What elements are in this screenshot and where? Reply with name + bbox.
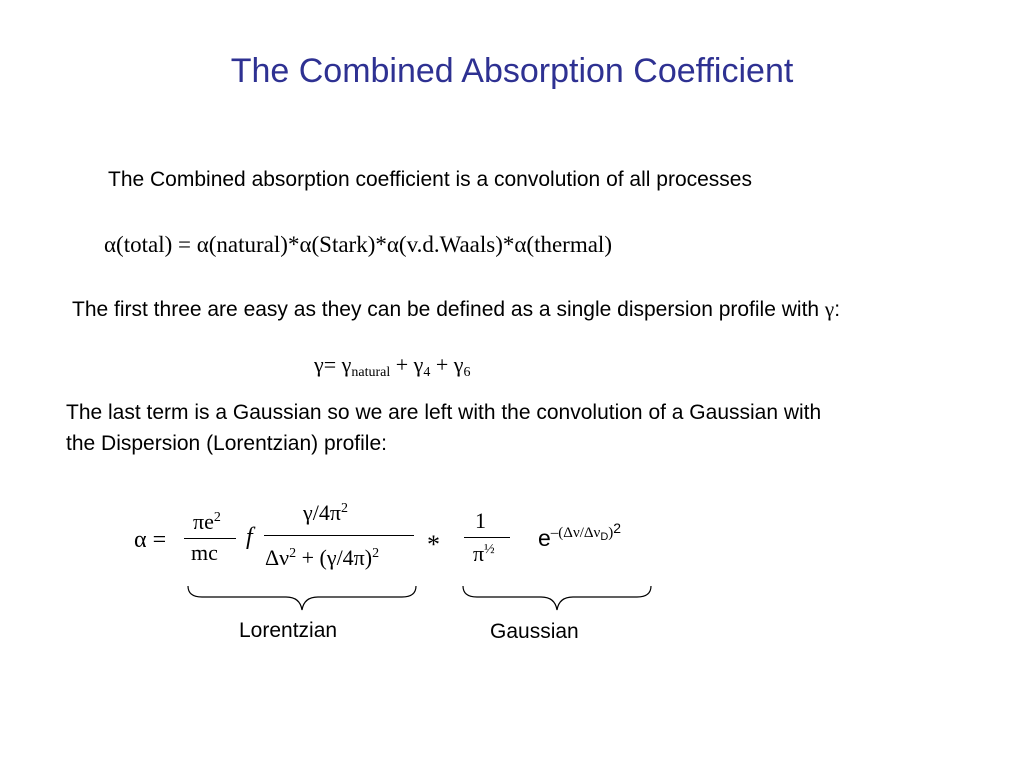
gamma-sub-4: 4	[423, 365, 431, 380]
frac2-bar	[264, 535, 414, 536]
frac2-den-a-sup: 2	[289, 546, 297, 561]
gaussian-brace	[461, 584, 653, 612]
first-three-text-body: The first three are easy as they can be defined as a single dispersion profile with	[72, 298, 825, 321]
last-term-line2: the Dispersion (Lorentzian) profile:	[66, 432, 387, 455]
lorentzian-brace	[186, 584, 418, 612]
gaussian-exponential	[538, 520, 621, 552]
frac2-numerator	[303, 500, 348, 526]
exp-close: )	[608, 525, 614, 541]
frac3-den-sup: ½	[484, 542, 495, 557]
gamma-equation	[314, 352, 471, 381]
frac1-denominator: mc	[191, 540, 218, 565]
gamma-symbol: γ	[824, 297, 835, 321]
gamma-plus1: + γ	[390, 352, 424, 377]
alpha-total-equation: α(total) = α(natural)*α(Stark)*α(v.d.Waals)*α(thermal)	[104, 232, 612, 257]
frac2-den-a: Δν	[265, 545, 290, 570]
frac1-num-text: πe	[193, 509, 214, 534]
exp-base: e	[538, 525, 551, 551]
gamma-plus2: + γ	[430, 352, 464, 377]
intro-text: The Combined absorption coefficient is a convolution of all processes	[108, 168, 752, 191]
gamma-sub-6: 6	[463, 365, 471, 380]
first-three-text	[72, 293, 840, 326]
frac3-numerator: 1	[475, 508, 486, 533]
frac3-denominator	[473, 541, 495, 567]
frac3-den-text: π	[473, 541, 485, 566]
convolution-star: *	[427, 530, 440, 559]
last-term-line1: The last term is a Gaussian so we are left with the convolution of a Gaussian with	[66, 401, 822, 424]
frac3-bar	[464, 537, 510, 538]
frac2-den-b-sup: 2	[372, 546, 380, 561]
exp-sub: D	[600, 531, 609, 543]
gamma-lhs: γ= γ	[314, 352, 352, 377]
frac1-bar	[184, 538, 236, 539]
gamma-sub-natural: natural	[351, 365, 391, 380]
oscillator-strength-f: f	[246, 524, 253, 550]
lorentzian-label: Lorentzian	[239, 619, 338, 642]
colon: :	[834, 298, 841, 321]
slide-title: The Combined Absorption Coefficient	[230, 52, 794, 90]
frac2-den-b: + (γ/4π)	[296, 545, 373, 570]
formula-alpha-eq: α =	[134, 527, 167, 553]
frac2-num-text: γ/4π	[303, 500, 341, 525]
gaussian-label: Gaussian	[490, 620, 579, 643]
exp-power: –(Δν/Δν	[550, 525, 601, 541]
frac1-numerator	[193, 509, 221, 535]
frac1-num-sup: 2	[213, 510, 221, 525]
frac2-denominator	[265, 545, 379, 571]
frac2-num-sup: 2	[340, 501, 348, 516]
exp-square: 2	[613, 520, 622, 536]
